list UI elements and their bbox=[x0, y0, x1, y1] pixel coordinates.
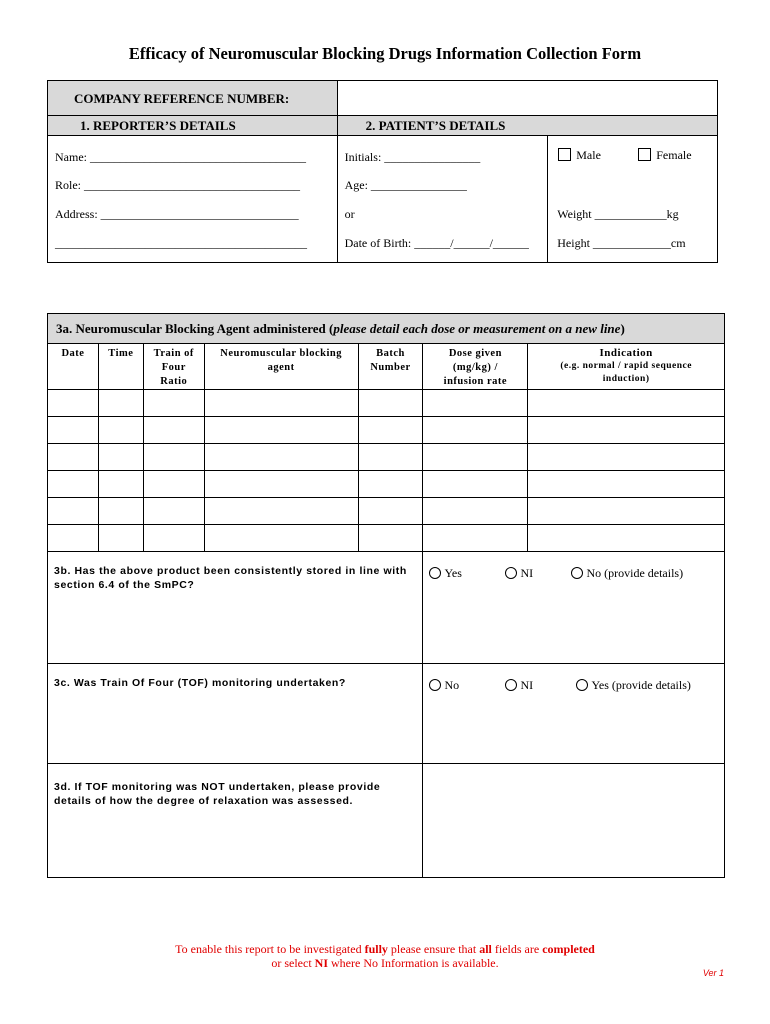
company-ref-label: COMPANY REFERENCE NUMBER: bbox=[48, 81, 338, 116]
col-batch-number: Batch Number bbox=[358, 344, 423, 390]
male-checkbox[interactable] bbox=[558, 148, 571, 161]
patient-details bbox=[337, 136, 548, 263]
col-dose: Dose given (mg/kg) / infusion rate bbox=[423, 344, 528, 390]
version-label: Ver 1 bbox=[702, 968, 724, 978]
form-title: Efficacy of Neuromuscular Blocking Drugs Information Collection Form bbox=[128, 44, 642, 63]
3b-yes-option[interactable]: Yes bbox=[429, 566, 461, 581]
table-row[interactable] bbox=[48, 498, 725, 525]
female-option[interactable] bbox=[638, 148, 691, 163]
col-time: Time bbox=[98, 344, 143, 390]
address-field[interactable]: Address: _________________________________ bbox=[55, 207, 299, 221]
footer-note: To enable this report to be investigated fully please ensure that all fields are completed or select NI where No Information is available. bbox=[175, 942, 595, 970]
table-row[interactable] bbox=[48, 525, 725, 552]
initials-field[interactable]: Initials: ________________ bbox=[344, 150, 481, 164]
question-3c: 3c. Was Train Of Four (TOF) monitoring undertaken? bbox=[48, 664, 423, 764]
radio-icon[interactable] bbox=[429, 567, 441, 579]
radio-icon[interactable] bbox=[429, 679, 441, 691]
table-row[interactable] bbox=[48, 471, 725, 498]
answer-3c bbox=[423, 664, 725, 764]
table-row[interactable] bbox=[48, 390, 725, 417]
male-label: Male bbox=[576, 148, 601, 162]
name-field[interactable]: Name: ____________________________________ bbox=[55, 150, 306, 164]
reporter-details bbox=[48, 136, 338, 263]
3b-no-option[interactable]: No (provide details) bbox=[571, 566, 683, 581]
3c-yes-option[interactable]: Yes (provide details) bbox=[576, 678, 690, 693]
male-option[interactable] bbox=[558, 148, 601, 163]
weight-field[interactable]: Weight ____________kg bbox=[557, 207, 679, 221]
patient-measurements bbox=[548, 136, 718, 263]
3c-no-option[interactable]: No bbox=[429, 678, 459, 693]
patient-heading: 2. PATIENT’S DETAILS bbox=[337, 116, 717, 136]
3b-ni-option[interactable]: NI bbox=[505, 566, 533, 581]
reporter-heading: 1. REPORTER’S DETAILS bbox=[48, 116, 338, 136]
col-train-of-four: Train of Four Ratio bbox=[143, 344, 204, 390]
female-checkbox[interactable] bbox=[638, 148, 651, 161]
role-field[interactable]: Role: ____________________________________ bbox=[55, 178, 300, 192]
table-row[interactable] bbox=[48, 444, 725, 471]
section-3a-heading: 3a. Neuromuscular Blocking Agent administered (please detail each dose or measurement on a new line) bbox=[48, 314, 725, 344]
col-nmb-agent: Neuromuscular blocking agent bbox=[204, 344, 358, 390]
col-date: Date bbox=[48, 344, 99, 390]
dob-field[interactable]: Date of Birth: ______/______/______ bbox=[344, 236, 529, 250]
col-indication: Indication (e.g. normal / rapid sequence induction) bbox=[528, 344, 725, 390]
question-3d: 3d. If TOF monitoring was NOT undertaken, please provide details of how the degree of relaxation was assessed. bbox=[48, 764, 423, 878]
agent-table bbox=[47, 313, 725, 878]
or-label: or bbox=[344, 207, 355, 221]
answer-3b bbox=[423, 552, 725, 664]
female-label: Female bbox=[656, 148, 692, 162]
height-field[interactable]: Height _____________cm bbox=[557, 236, 686, 250]
age-field[interactable]: Age: ________________ bbox=[344, 178, 467, 192]
table-row[interactable] bbox=[48, 417, 725, 444]
radio-icon[interactable] bbox=[505, 567, 517, 579]
company-ref-field[interactable] bbox=[337, 81, 717, 116]
answer-3d[interactable] bbox=[423, 764, 725, 878]
details-table bbox=[47, 80, 718, 263]
3c-ni-option[interactable]: NI bbox=[505, 678, 533, 693]
question-3b: 3b. Has the above product been consistently stored in line with section 6.4 of the SmPC? bbox=[48, 552, 423, 664]
address-line2-field[interactable]: __________________________________________ bbox=[55, 236, 307, 250]
radio-icon[interactable] bbox=[576, 679, 588, 691]
radio-icon[interactable] bbox=[571, 567, 583, 579]
radio-icon[interactable] bbox=[505, 679, 517, 691]
